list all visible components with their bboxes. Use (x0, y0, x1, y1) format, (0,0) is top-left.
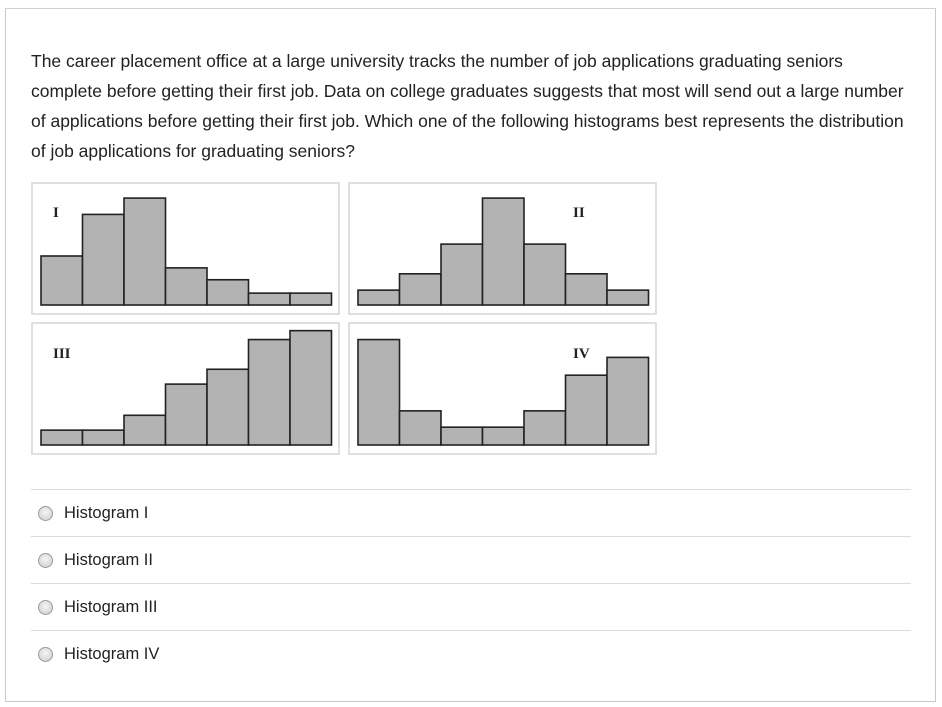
histogram-bar (83, 430, 125, 445)
histogram-bar (524, 411, 566, 445)
histogram-label: III (53, 346, 71, 362)
radio-button[interactable] (38, 600, 53, 615)
histogram-bar (441, 427, 483, 445)
histogram-bar (441, 244, 483, 305)
histogram-bar (400, 411, 442, 445)
histogram-bar (524, 244, 566, 305)
histogram-bar (566, 274, 608, 305)
answer-choices (31, 489, 911, 677)
histogram-bar (166, 268, 208, 305)
histogram-bars (350, 184, 655, 313)
histogram-panel-i (31, 182, 340, 315)
histogram-label: IV (573, 346, 590, 362)
histogram-label: I (53, 205, 59, 221)
histogram-bar (566, 375, 608, 445)
histogram-bar (249, 293, 291, 305)
histogram-panel-iv (348, 322, 657, 455)
choice-label: Histogram I (64, 503, 149, 522)
radio-button[interactable] (38, 506, 53, 521)
question-text: The career placement office at a large university tracks the number of job applications graduating seniors complete before getting their first job. Data on college graduates suggests that most will send out a large number of applications before getting their first job. Which one of the following histograms best represents the distribution of job applications for graduating seniors? (31, 51, 904, 161)
histogram-panel-ii (348, 182, 657, 315)
histogram-bar (124, 198, 166, 305)
histogram-label: II (573, 205, 585, 221)
histogram-bar (483, 427, 525, 445)
histogram-bar (83, 214, 125, 305)
histogram-bar (290, 331, 332, 445)
choice-histogram-ii[interactable] (31, 536, 911, 583)
histogram-bar (41, 430, 83, 445)
choice-label: Histogram IV (64, 644, 160, 663)
choice-histogram-iii[interactable] (31, 583, 911, 630)
choice-label: Histogram II (64, 550, 153, 569)
histogram-bar (483, 198, 525, 305)
radio-button[interactable] (38, 647, 53, 662)
histogram-bar (400, 274, 442, 305)
histogram-bar (166, 384, 208, 445)
histogram-bar (207, 280, 249, 305)
histogram-bars (33, 184, 338, 313)
choice-histogram-i[interactable] (31, 489, 911, 536)
histogram-bar (249, 340, 291, 445)
histogram-bar (607, 290, 649, 305)
choice-histogram-iv[interactable] (31, 630, 911, 677)
histogram-bar (207, 369, 249, 445)
histogram-bar (290, 293, 332, 305)
histogram-bars (33, 324, 338, 453)
histogram-bar (607, 357, 649, 445)
histogram-panel-iii (31, 322, 340, 455)
choice-label: Histogram III (64, 597, 158, 616)
histogram-bars (350, 324, 655, 453)
histogram-bar (124, 415, 166, 445)
histogram-bar (358, 340, 400, 445)
histogram-bar (358, 290, 400, 305)
radio-button[interactable] (38, 553, 53, 568)
histogram-bar (41, 256, 83, 305)
